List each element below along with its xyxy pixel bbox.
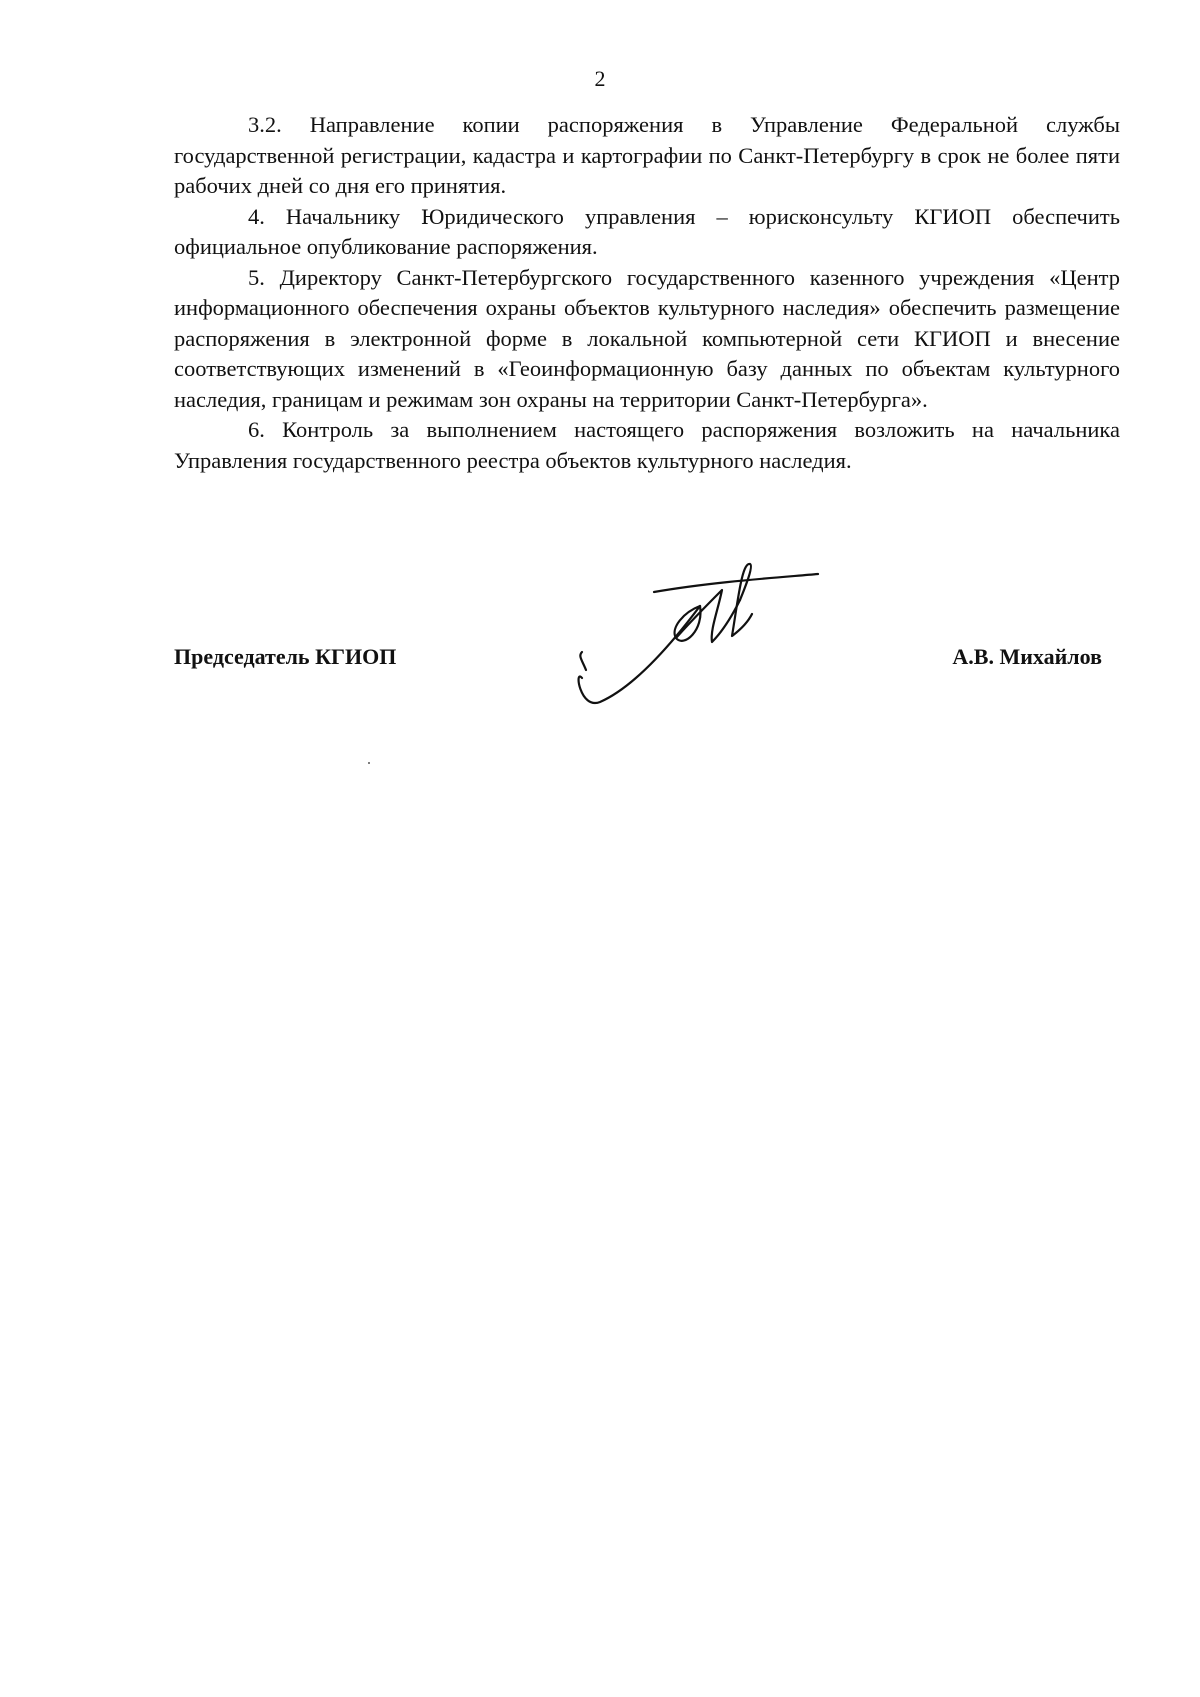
signer-title: Председатель КГИОП — [174, 644, 397, 669]
document-body — [174, 110, 1120, 476]
signature-block — [174, 560, 1120, 720]
page-number: 2 — [594, 66, 606, 91]
scan-speck — [368, 762, 370, 764]
handwritten-signature — [572, 560, 832, 710]
paragraph-5: 5. Директору Санкт-Петербургского государственного казенного учреждения «Центр информационного обеспечения охраны объектов культурного наследия» обеспечить размещение распоряжения в электронной форме в локальной компьютерной сети КГИОП и внесение соответствующих изменений в «Геоинформационную базу данных по объектам культурного наследия, границам и режимам зон охраны на территории Санкт-Петербурга». — [174, 264, 1120, 412]
paragraph-4: 4. Начальнику Юридического управления – юрисконсульту КГИОП обеспечить официальное опубликование распоряжения. — [174, 203, 1120, 259]
paragraph-3-2: 3.2. Направление копии распоряжения в Управление Федеральной службы государственной регистрации, кадастра и картографии по Санкт-Петербургу в срок не более пяти рабочих дней со дня его принятия. — [174, 112, 1120, 198]
signer-name: А.В. Михайлов — [952, 644, 1102, 669]
paragraph-6: 6. Контроль за выполнением настоящего распоряжения возложить на начальника Управления государственного реестра объектов культурного наследия. — [174, 417, 1120, 473]
